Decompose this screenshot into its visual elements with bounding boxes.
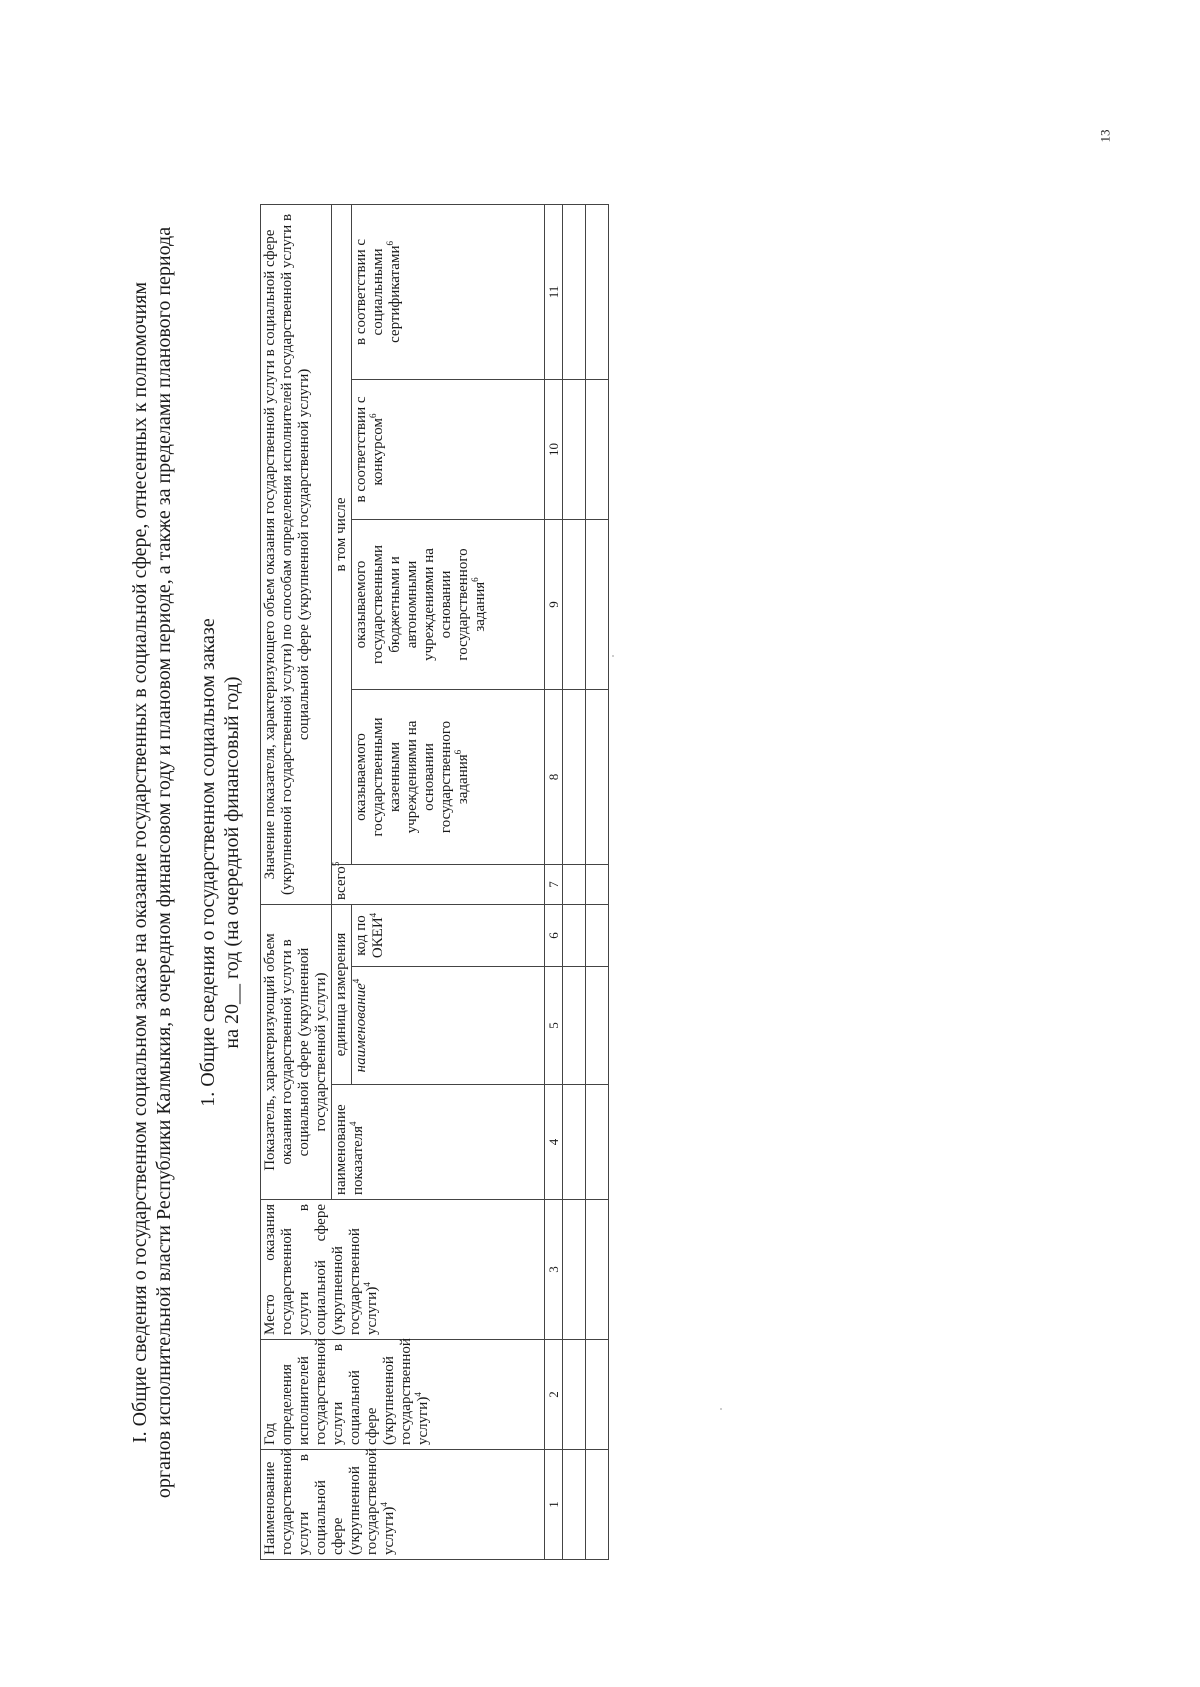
page-number: 13 bbox=[1097, 129, 1113, 143]
header-indicator-group: Показатель, характеризующий объем оказания государственной услуги в социальной сфере (укрупненной государственной услуги) bbox=[261, 904, 332, 1199]
column-number: 8 bbox=[545, 689, 563, 864]
column-number: 4 bbox=[545, 1085, 563, 1200]
table-cell bbox=[586, 904, 609, 966]
header-including-group: в том числе bbox=[332, 204, 352, 864]
header-total: всего$^5$ bbox=[332, 864, 545, 904]
header-unit-name: наименование$^4$ bbox=[352, 967, 545, 1085]
header-unit-group: единица измерения bbox=[332, 904, 352, 1084]
column-number: 5 bbox=[545, 967, 563, 1085]
column-number: 2 bbox=[545, 1340, 563, 1450]
column-number: 7 bbox=[545, 864, 563, 904]
table-cell bbox=[563, 1085, 586, 1200]
table-cell bbox=[563, 204, 586, 379]
table-cell bbox=[586, 967, 609, 1085]
table-cell bbox=[563, 689, 586, 864]
table-cell bbox=[586, 864, 609, 904]
table-cell bbox=[586, 689, 609, 864]
empty-data-row bbox=[586, 204, 609, 1559]
column-number: 1 bbox=[545, 1450, 563, 1560]
social-order-table bbox=[260, 204, 609, 1560]
header-service-location: Место оказания государственной услуги в социальной сфере (укрупненной государственной услуги)$^4$ bbox=[261, 1200, 545, 1340]
table-cell bbox=[563, 519, 586, 689]
header-indicator-name: наименование показателя$^4$ bbox=[332, 1085, 545, 1200]
document-title bbox=[128, 125, 176, 1600]
table-cell bbox=[586, 1200, 609, 1340]
table-cell bbox=[586, 1085, 609, 1200]
table-cell bbox=[586, 1450, 609, 1560]
table-cell bbox=[586, 204, 609, 379]
column-number: 9 bbox=[545, 519, 563, 689]
table-cell bbox=[586, 1340, 609, 1450]
header-year-of-selection: Год определения исполнителей государственной услуги в социальной сфере (укрупненной государственной услуги)$^4$ bbox=[261, 1340, 545, 1450]
table-cell bbox=[563, 904, 586, 966]
table-cell bbox=[563, 1200, 586, 1340]
table-cell bbox=[563, 1340, 586, 1450]
table-cell bbox=[586, 379, 609, 519]
table-cell bbox=[586, 519, 609, 689]
header-budget-institutions: оказываемого государственными бюджетными и автономными учреждениями на основании государственного задания$^6$ bbox=[352, 519, 545, 689]
column-number: 6 bbox=[545, 904, 563, 966]
table-cell bbox=[563, 1450, 586, 1560]
header-state-institutions: оказываемого государственными казенными учреждениями на основании государственного задания$^6$ bbox=[352, 689, 545, 864]
rotated-landscape-page bbox=[128, 125, 1088, 1600]
section-title-line-1: 1. Общие сведения о государственном социальном заказе bbox=[197, 618, 219, 1107]
section-title-line-2: на 20__ год (на очередной финансовый год) bbox=[221, 676, 243, 1049]
header-value-group: Значение показателя, характеризующего объем оказания государственной услуги в социальной сфере (укрупненной государственной услуги) по способам определения исполнителей государственной услуги в социальной сфере (укрупненной государственной услуги) bbox=[261, 204, 332, 904]
column-number: 10 bbox=[545, 379, 563, 519]
section-title bbox=[196, 125, 244, 1600]
column-number: 11 bbox=[545, 204, 563, 379]
document-title-line-1: I. Общие сведения о государственном социальном заказе на оказание государственных в социальной сфере, отнесенных к полномочиям bbox=[129, 281, 151, 1444]
header-by-competition: в соответствии с конкурсом$^6$ bbox=[352, 379, 545, 519]
table-cell bbox=[563, 864, 586, 904]
column-number-row bbox=[545, 204, 563, 1559]
header-service-name: Наименование государственной услуги в социальной сфере (укрупненной государственной услуги)$^4$ bbox=[261, 1450, 545, 1560]
table-cell bbox=[563, 379, 586, 519]
table-cell bbox=[563, 967, 586, 1085]
header-by-certificates: в соответствии с социальными сертификатами$^6$ bbox=[352, 204, 545, 379]
document-title-line-2: органов исполнительной власти Республики Калмыкия, в очередном финансовом году и плановом периоде, а также за пределами планового периода bbox=[153, 226, 175, 1499]
empty-data-row bbox=[563, 204, 586, 1559]
header-okei-code: код по ОКЕИ$^4$ bbox=[352, 904, 545, 966]
column-number: 3 bbox=[545, 1200, 563, 1340]
